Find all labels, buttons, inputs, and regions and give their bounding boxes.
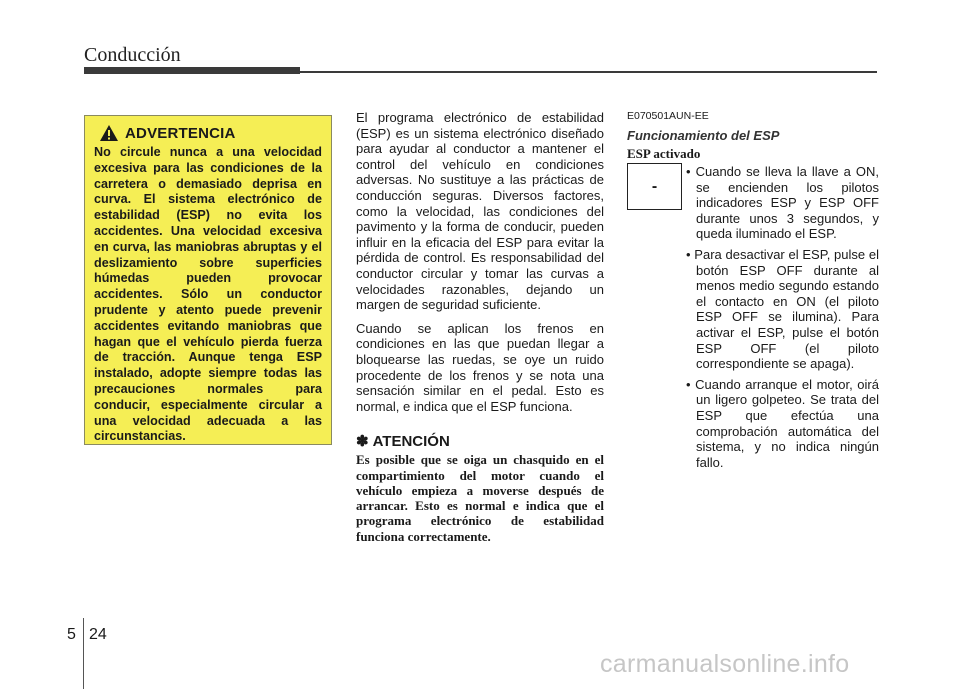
- warning-triangle-icon: [99, 124, 119, 142]
- header-bar-thick: [84, 67, 300, 74]
- header-bar-thin: [300, 71, 877, 73]
- paragraph-esp-intro: El programa electrónico de estabilidad (ESP) es un sistema electrónico diseñado para ayudar al conductor a mantener el control del vehículo en condiciones adversas. No sustituye a las prácticas de conducción seguras. Diversos factores, como la velocidad, las condiciones del pavimento y la forma de conducir, pueden influir en la eficacia del ESP para evitar la pérdida de control. Es responsabilidad del conductor circular y tomar las curvas a velocidades razonables, dejando un margen de seguridad suficiente.: [356, 110, 604, 313]
- atencion-text: Es posible que se oiga un chasquido en el compartimiento del motor cuando el vehículo empieza a moverse después de arrancar. Esto es normal e indica que el programa electrónico de estabilidad funciona correctamente.: [356, 452, 604, 544]
- asterisk-icon: ✽: [356, 433, 369, 451]
- warning-header: [99, 124, 322, 142]
- list-item: • Para desactivar el ESP, pulse el botón ESP OFF durante al menos medio segundo estando el contacto en ON (el piloto ESP OFF se ilumina). Para activar el ESP, pulse el botón ESP OFF (el piloto correspondiente se apaga).: [686, 247, 879, 372]
- list-item: • Cuando se lleva la llave a ON, se encienden los pilotos indicadores ESP y ESP OFF durante unos 3 segundos, y queda iluminado el ESP.: [686, 164, 879, 242]
- section-subtitle: Funcionamiento del ESP: [627, 128, 780, 143]
- watermark: carmanualsonline.info: [600, 650, 850, 678]
- warning-text: No circule nunca a una velocidad excesiva para las condiciones de la carretera o demasiado deprisa en curva. El sistema electrónico de estabilidad (ESP) no evita los accidentes. Una velocidad excesiva en curva, las maniobras abruptas y el deslizamiento sobre superficies húmedas pueden provocar accidentes. Sólo un conductor prudente y atento puede prevenir accidentes evitando maniobras que hagan que el vehículo pierda fuerza de tracción. Aunque tenga ESP instalado, adopte siempre todas las precauciones normales para conducir, especialmente circular a una velocidad adecuada a las circunstancias.: [94, 145, 322, 444]
- list-item: • Cuando arranque el motor, oirá un ligero golpeteo. Se trata del ESP que efectúa una comprobación automática del sistema, y no indica ningún fallo.: [686, 377, 879, 471]
- column-2: [356, 110, 604, 544]
- page-number: 24: [89, 626, 107, 643]
- atencion-header: [356, 432, 604, 450]
- section-code: E070501AUN-EE: [627, 110, 709, 122]
- page-divider: [83, 618, 84, 689]
- atencion-title: ATENCIÓN: [372, 432, 450, 450]
- page-header-title: Conducción: [84, 44, 181, 66]
- section-number: 5: [67, 626, 76, 643]
- warning-box: [84, 115, 332, 445]
- column-3: [627, 110, 879, 475]
- indicator-symbol: -: [651, 177, 658, 195]
- esp-activado-label: ESP activado: [627, 146, 701, 161]
- paragraph-brakes: Cuando se aplican los frenos en condiciones en las que puedan llegar a bloquearse las ruedas, se oye un ruido procedente de los frenos y se nota una sensación similar en el pedal. Esto es normal, e indica que el ESP funciona.: [356, 320, 604, 414]
- indicator-image-box: [627, 163, 682, 210]
- warning-title: ADVERTENCIA: [125, 124, 236, 142]
